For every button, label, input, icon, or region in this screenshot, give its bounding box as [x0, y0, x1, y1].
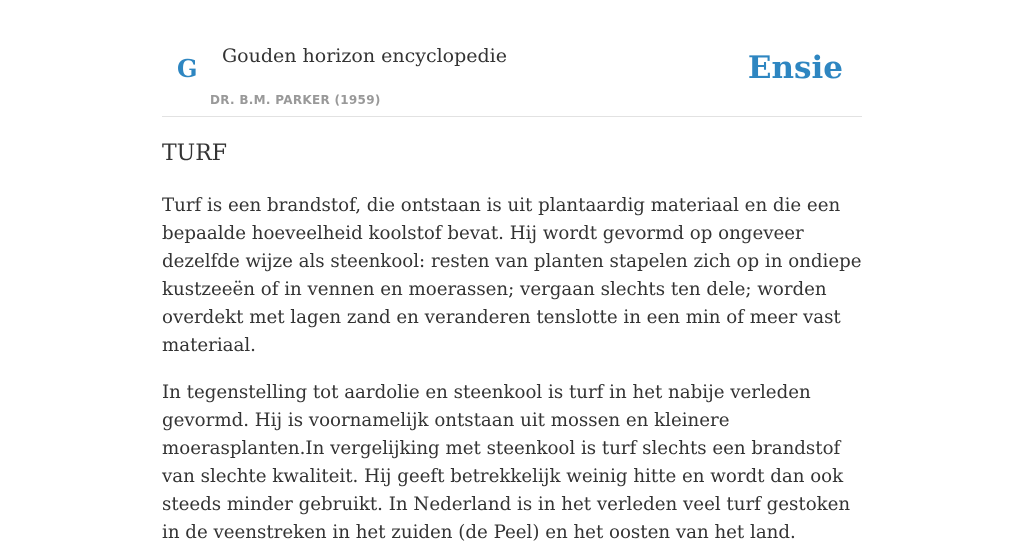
page-header	[162, 0, 862, 117]
article-paragraph: In tegenstelling tot aardolie en steenkool is turf in het nabije verleden gevormd. Hij is voornamelijk ontstaan uit mossen en kleinere moerasplanten.In vergelijking met steenkool is turf slechts een brandstof van slechte kwaliteit. Hij geeft betrekkelijk weinig hitte en wordt dan ook steeds minder gebruikt. In Nederland is in het verleden veel turf gestoken in de veenstreken in het zuiden (de Peel) en het oosten van het land.	[162, 382, 851, 543]
encyclopedia-logo-icon[interactable]: G	[177, 54, 198, 83]
book-author: DR. B.M. PARKER (1959)	[210, 93, 381, 107]
article-paragraph: Turf is een brandstof, die ontstaan is uit plantaardig materiaal en die een bepaalde hoeveelheid koolstof bevat. Hij wordt gevormd op ongeveer dezelfde wijze als steenkool: resten van planten stapelen zich op in ondiepe kustzeeën of in vennen en moerassen; vergaan slechts ten dele; worden overdekt met lagen zand en veranderen tenslotte in een min of meer vast materiaal.	[162, 195, 862, 356]
book-title[interactable]: Gouden horizon encyclopedie	[222, 45, 507, 67]
article	[162, 138, 862, 547]
article-title: TURF	[162, 141, 228, 166]
ensie-logo[interactable]: Ensie	[747, 50, 843, 86]
